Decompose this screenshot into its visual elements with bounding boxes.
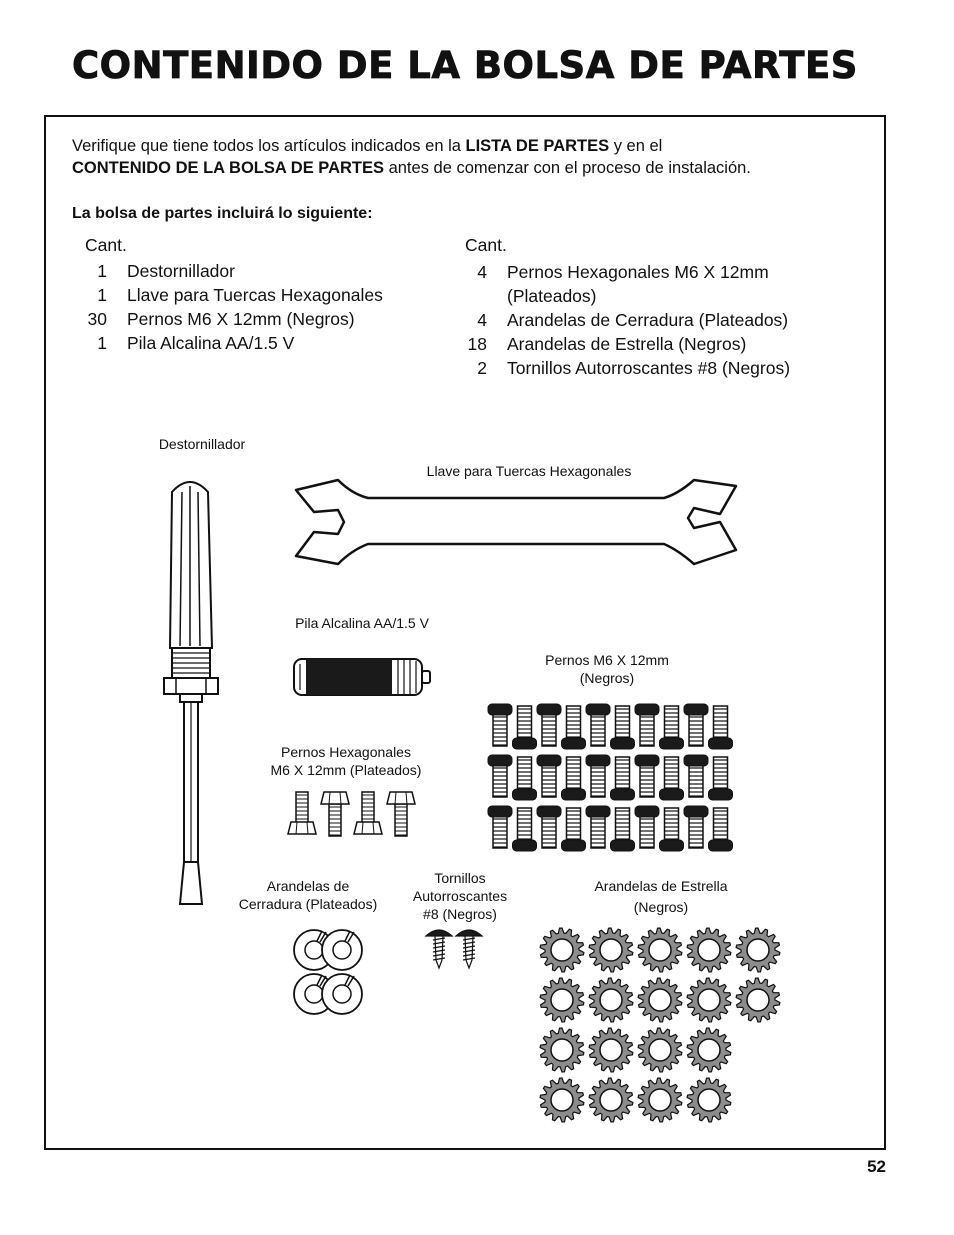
black-bolt-icon: [684, 704, 708, 746]
list-item: 30 Pernos M6 X 12mm (Negros): [87, 309, 355, 329]
black-bolt-icon: [660, 808, 684, 851]
list-item: 4 Arandelas de Cerradura (Plateados): [477, 310, 789, 330]
black-bolt-icon: [513, 757, 537, 800]
black-bolt-icon: [635, 704, 659, 746]
star-washer-icon: [638, 928, 682, 972]
list-item: 18 Arandelas de Estrella (Negros): [467, 334, 747, 354]
black-bolt-icon: [537, 806, 561, 848]
hex-bolts-group: [284, 790, 420, 840]
list-item: 4 Pernos Hexagonales M6 X 12mm (Plateados): [477, 262, 769, 306]
parts-list-right: [465, 233, 790, 380]
black-bolt-icon: [488, 755, 512, 797]
star-washer-icon: [638, 1028, 682, 1072]
star-washer-icon: [589, 1028, 633, 1072]
qty-header: Cant.: [465, 235, 507, 255]
list-item: 1 Pila Alcalina AA/1.5 V: [97, 333, 295, 353]
screwdriver-label: Destornillador: [158, 436, 246, 452]
screwdriver-icon: [160, 478, 222, 908]
battery-label: Pila Alcalina AA/1.5 V: [295, 615, 429, 631]
screws-label: Tornillos Autorroscantes #8 (Negros): [412, 870, 508, 922]
lock-washers-label: Arandelas de Cerradura (Plateados): [238, 878, 378, 912]
black-bolt-icon: [488, 704, 512, 746]
black-bolt-icon: [660, 757, 684, 800]
black-bolt-icon: [709, 808, 733, 851]
list-item: 1 Destornillador: [97, 261, 235, 281]
black-bolt-icon: [513, 706, 537, 749]
black-bolt-icon: [537, 704, 561, 746]
black-bolt-icon: [488, 806, 512, 848]
black-bolt-icon: [709, 757, 733, 800]
list-item: 2 Tornillos Autorroscantes #8 (Negros): [477, 358, 791, 378]
bag-contents-lead: La bolsa de partes incluirá lo siguiente:: [72, 205, 373, 222]
hex-bolt-icon: [387, 792, 415, 836]
black-bolt-icon: [611, 706, 635, 749]
star-washers-group: [538, 926, 784, 1124]
black-bolt-icon: [684, 755, 708, 797]
black-bolts-grid: [488, 704, 740, 860]
black-bolt-icon: [513, 808, 537, 851]
star-washer-icon: [540, 928, 584, 972]
black-bolt-icon: [684, 806, 708, 848]
black-bolt-icon: [537, 755, 561, 797]
black-bolt-icon: [709, 706, 733, 749]
star-washer-icon: [589, 928, 633, 972]
star-washer-icon: [540, 978, 584, 1022]
star-washer-icon: [687, 1028, 731, 1072]
black-bolt-icon: [586, 755, 610, 797]
star-washer-icon: [540, 1028, 584, 1072]
page-number: 52: [867, 1157, 886, 1176]
black-bolt-icon: [635, 806, 659, 848]
black-bolt-icon: [562, 757, 586, 800]
star-washer-icon: [589, 978, 633, 1022]
black-bolt-icon: [562, 808, 586, 851]
black-bolt-icon: [660, 706, 684, 749]
black-bolt-icon: [562, 706, 586, 749]
hex-bolt-icon: [321, 792, 349, 836]
star-washer-icon: [736, 978, 780, 1022]
lock-washer-icon: [322, 974, 362, 1014]
black-bolt-icon: [586, 704, 610, 746]
hex-bolt-icon: [354, 792, 382, 834]
self-tapping-screw-icon: [456, 930, 482, 968]
screws-group: [424, 928, 488, 970]
hex-wrench-icon: [294, 474, 740, 574]
wrench-label: Llave para Tuercas Hexagonales: [426, 463, 632, 479]
black-bolts-label: Pernos M6 X 12mm (Negros): [545, 652, 669, 686]
star-washer-icon: [687, 928, 731, 972]
star-washer-icon: [687, 1078, 731, 1122]
intro-paragraph: Verifique que tiene todos los artículos indicados en la LISTA DE PARTES y en el CONTENIDO DE LA BOLSA DE PARTES antes de comenzar con el proceso de instalación.: [72, 137, 751, 177]
aa-battery-icon: [292, 656, 436, 698]
self-tapping-screw-icon: [426, 930, 452, 968]
hex-bolt-icon: [288, 792, 316, 834]
black-bolt-icon: [611, 808, 635, 851]
star-washer-icon: [638, 1078, 682, 1122]
qty-header: Cant.: [85, 235, 127, 255]
star-washer-icon: [638, 978, 682, 1022]
lock-washers-group: [292, 928, 366, 1018]
lock-washer-icon: [322, 930, 362, 970]
list-item: 1 Llave para Tuercas Hexagonales: [97, 285, 383, 305]
hex-bolts-label: Pernos Hexagonales M6 X 12mm (Plateados): [270, 744, 422, 778]
star-washers-label: Arandelas de Estrella (Negros): [594, 878, 728, 915]
page-title: CONTENIDO DE LA BOLSA DE PARTES: [72, 44, 858, 87]
star-washer-icon: [736, 928, 780, 972]
black-bolt-icon: [635, 755, 659, 797]
black-bolt-icon: [586, 806, 610, 848]
star-washer-icon: [589, 1078, 633, 1122]
black-bolt-icon: [611, 757, 635, 800]
parts-list-left: [85, 233, 383, 355]
star-washer-icon: [540, 1078, 584, 1122]
star-washer-icon: [687, 978, 731, 1022]
